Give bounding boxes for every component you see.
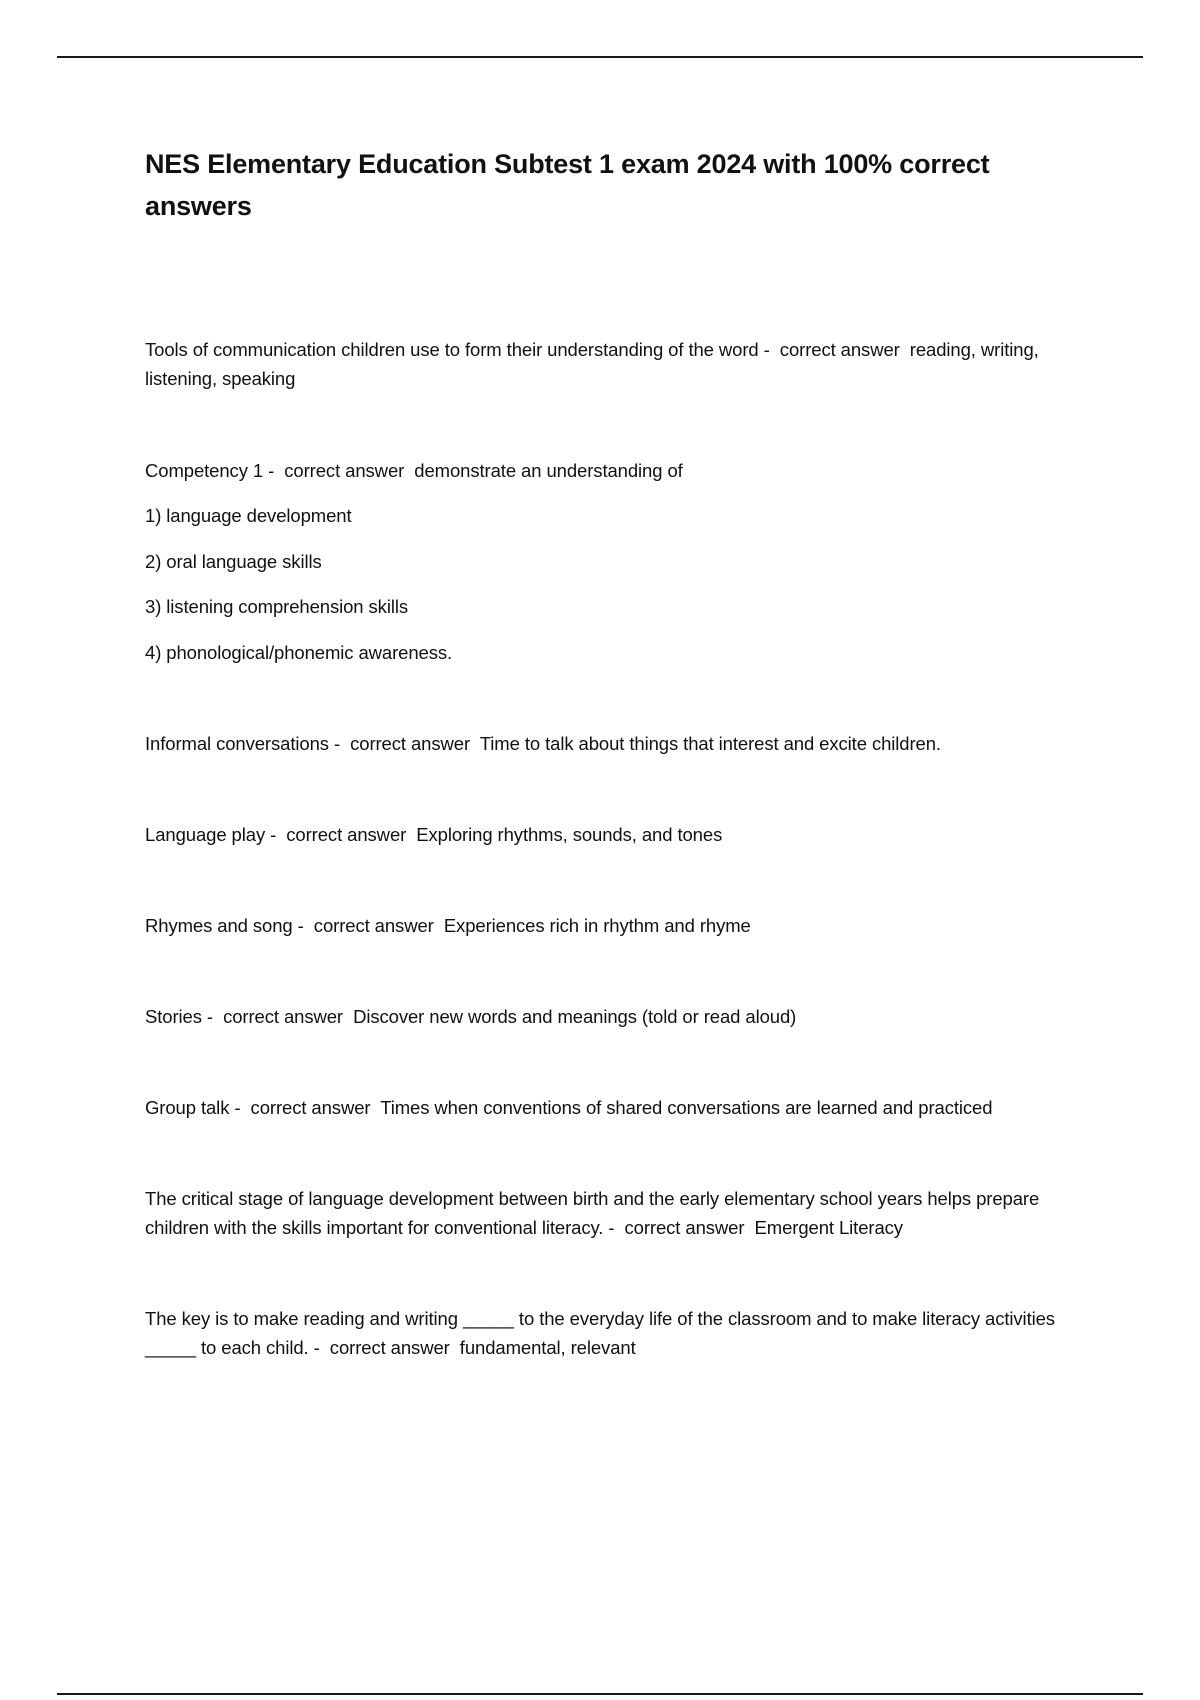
- answer-separator: - correct answer: [201, 1006, 354, 1027]
- question-text: Informal conversations: [145, 733, 329, 754]
- qa-entry-6: [145, 1002, 1095, 1031]
- competency-list-item-1: 1) language development: [145, 505, 352, 526]
- question-text: The critical stage of language development between birth and the early elementary school years helps prepare children with the skills important for conventional literacy.: [145, 1188, 1040, 1238]
- qa-entry-3: [145, 729, 1095, 758]
- answer-separator: - correct answer: [229, 1097, 381, 1118]
- qa-entry-5: [145, 911, 1095, 940]
- qa-entry-7: [145, 1093, 1095, 1122]
- answer-text: Emergent Literacy: [754, 1217, 903, 1238]
- answer-text: Time to talk about things that interest and excite children.: [479, 733, 941, 754]
- answer-separator: - correct answer: [308, 1337, 460, 1358]
- answer-separator: - correct answer: [265, 824, 417, 845]
- document-title: NES Elementary Education Subtest 1 exam 2024 with 100% correct answers: [145, 149, 990, 221]
- answer-separator: - correct answer: [292, 915, 444, 936]
- answer-text: Times when conventions of shared conversations are learned and practiced: [380, 1097, 993, 1118]
- answer-text: demonstrate an understanding of: [414, 460, 683, 481]
- question-text: Tools of communication children use to form their understanding of the word: [145, 339, 759, 360]
- answer-separator: - correct answer: [328, 733, 480, 754]
- answer-text: Discover new words and meanings (told or read aloud): [353, 1006, 797, 1027]
- question-text: The key is to make reading and writing _____ to the everyday life of the classroom and to make literacy activities _____ to each child.: [145, 1308, 1055, 1358]
- top-rule: [57, 56, 1143, 58]
- competency-list-item-4: 4) phonological/phonemic awareness.: [145, 642, 453, 663]
- answer-separator: - correct answer: [603, 1217, 755, 1238]
- competency-list-item-3: 3) listening comprehension skills: [145, 596, 409, 617]
- answer-separator: - correct answer: [758, 339, 910, 360]
- qa-entry-4: [145, 820, 1095, 849]
- answer-text: fundamental, relevant: [459, 1337, 636, 1358]
- question-text: Stories: [145, 1006, 202, 1027]
- qa-entry-1: [145, 335, 1095, 393]
- qa-entry-2: [145, 456, 1095, 485]
- answer-separator: - correct answer: [263, 460, 415, 481]
- question-text: Rhymes and song: [145, 915, 293, 936]
- answer-text: reading, writing, listening, speaking: [145, 339, 1039, 389]
- answer-text: Experiences rich in rhythm and rhyme: [443, 915, 751, 936]
- question-text: Language play: [145, 824, 266, 845]
- qa-entry-8: [145, 1184, 1095, 1242]
- bottom-rule: [57, 1693, 1143, 1695]
- question-text: Competency 1: [145, 460, 264, 481]
- competency-list-item-2: 2) oral language skills: [145, 551, 322, 572]
- qa-entry-9: [145, 1304, 1095, 1362]
- answer-text: Exploring rhythms, sounds, and tones: [416, 824, 723, 845]
- question-text: Group talk: [145, 1097, 230, 1118]
